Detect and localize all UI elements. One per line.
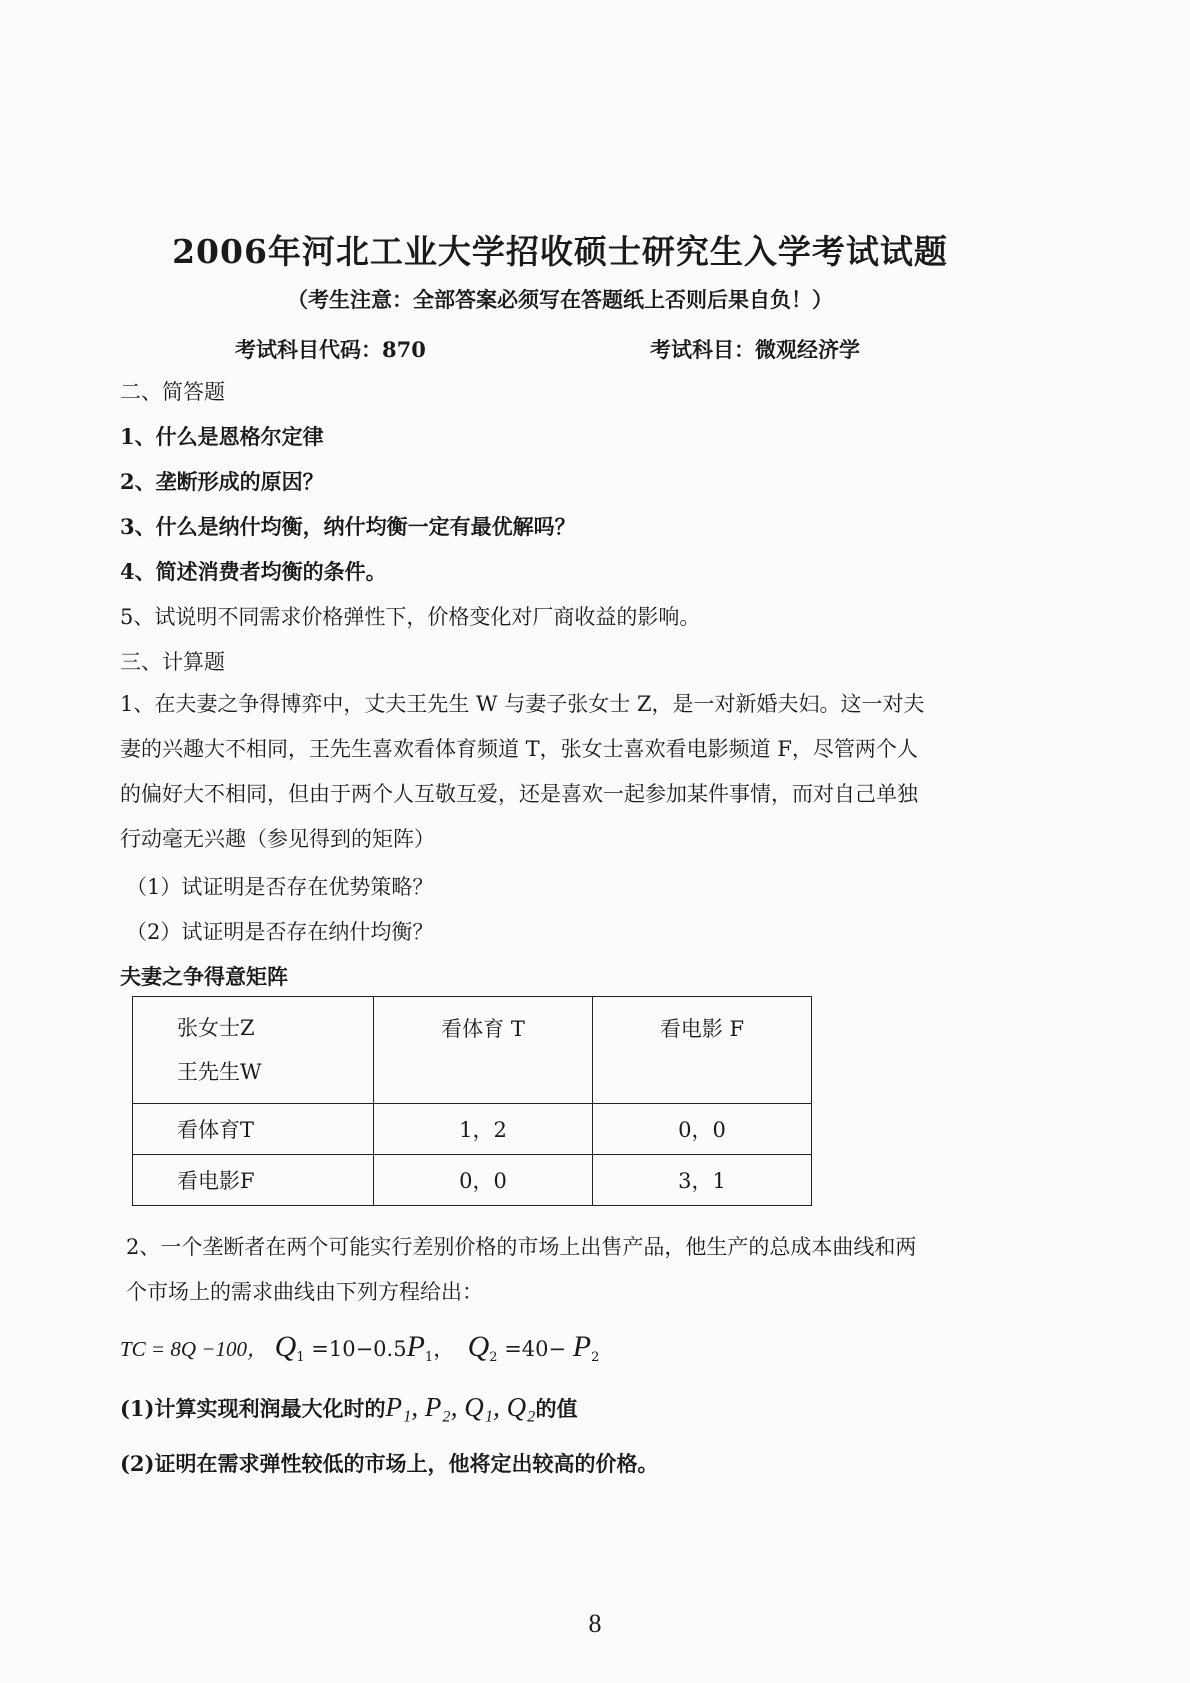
question-2-2: 2、垄断形成的原因？ <box>120 469 324 494</box>
question-2-4: 4、简述消费者均衡的条件。 <box>120 559 387 584</box>
subject-code: 考试科目代码：870 <box>235 337 426 362</box>
matrix-corner-player-w: 王先生W <box>177 1060 262 1084</box>
formula-q1-sub: 1 <box>296 1350 305 1365</box>
question-3-1-line: 1、在夫妻之争得博弈中，丈夫王先生 W 与妻子张女士 Z，是一对新婚夫妇。这一对夫 <box>120 692 925 716</box>
part-1-prefix: (1)计算实现利润最大化时的 <box>120 1396 386 1421</box>
page-number: 8 <box>588 1609 602 1638</box>
formula-p1-sub: 1 <box>424 1350 434 1365</box>
matrix-row-label: 看电影F <box>133 1155 374 1206</box>
section-heading-calculation: 三、计算题 <box>120 650 225 674</box>
section-heading-short-answer: 二、简答题 <box>120 380 225 404</box>
question-2-5: 5、试说明不同需求价格弹性下，价格变化对厂商收益的影响。 <box>120 605 701 629</box>
question-3-1-text <box>120 682 1005 862</box>
question-3-1-line: 的偏好大不相同，但由于两个人互敬互爱，还是喜欢一起参加某件事情，而对自己单独 <box>120 782 918 806</box>
question-3-1-line: 行动毫无兴趣（参见得到的矩阵） <box>120 827 435 851</box>
matrix-row <box>133 1104 812 1155</box>
question-3-1-part-2: （2）试证明是否存在纳什均衡？ <box>126 920 434 944</box>
part-1-vars: P₁, P₂, Q₁, Q₂ <box>385 1392 536 1422</box>
matrix-row <box>133 1155 812 1206</box>
question-3-1-line: 妻的兴趣大不相同，王先生喜欢看体育频道 T，张女士喜欢看电影频道 F，尽管两个人 <box>120 737 918 761</box>
matrix-header-row <box>133 997 812 1104</box>
subject-name: 考试科目：微观经济学 <box>650 337 860 362</box>
matrix-col-header: 看体育 T <box>374 997 593 1104</box>
question-3-1-part-1: （1）试证明是否存在优势策略？ <box>126 875 434 899</box>
matrix-col-header: 看电影 F <box>593 997 812 1104</box>
formula-q2-sub: 2 <box>489 1350 498 1365</box>
matrix-caption: 夫妻之争得意矩阵 <box>120 964 288 989</box>
formula-sep: ， <box>433 1337 455 1361</box>
formula-p2: P <box>572 1330 592 1363</box>
question-2-1: 1、什么是恩格尔定律 <box>120 424 324 449</box>
matrix-cell: 1，2 <box>374 1104 593 1155</box>
question-3-2-line: 个市场上的需求曲线由下列方程给出： <box>126 1280 483 1304</box>
part-1-suffix: 的值 <box>535 1396 578 1421</box>
matrix-cell: 3，1 <box>593 1155 812 1206</box>
question-3-2-part-2: (2)证明在需求弹性较低的市场上，他将定出较高的价格。 <box>120 1451 659 1476</box>
matrix-corner-cell <box>133 997 374 1104</box>
formula-tc: TC = 8Q −100， <box>120 1337 268 1361</box>
matrix-corner-player-z: 张女士Z <box>177 1016 255 1040</box>
exam-notice: （考生注意：全部答案必须写在答题纸上否则后果自负！） <box>287 287 833 312</box>
exam-title: 2006年河北工业大学招收硕士研究生入学考试试题 <box>172 232 948 271</box>
formula-q2: Q <box>467 1330 490 1363</box>
formula-p2-sub: 2 <box>591 1350 600 1365</box>
question-3-2-part-1 <box>120 1392 578 1423</box>
demand-cost-formula <box>120 1330 599 1365</box>
matrix-row-label: 看体育T <box>133 1104 374 1155</box>
payoff-matrix <box>132 996 812 1206</box>
formula-q1-rhs: =10−0.5 <box>304 1337 407 1361</box>
matrix-cell: 0，0 <box>593 1104 812 1155</box>
question-3-2-line: 2、一个垄断者在两个可能实行差别价格的市场上出售产品，他生产的总成本曲线和两 <box>126 1235 917 1259</box>
question-3-2-text <box>126 1225 1011 1315</box>
formula-q1: Q <box>274 1330 297 1363</box>
matrix-cell: 0，0 <box>374 1155 593 1206</box>
formula-q2-rhs: =40− <box>497 1337 573 1361</box>
question-2-3: 3、什么是纳什均衡，纳什均衡一定有最优解吗？ <box>120 514 576 539</box>
formula-p1: P <box>406 1330 425 1363</box>
